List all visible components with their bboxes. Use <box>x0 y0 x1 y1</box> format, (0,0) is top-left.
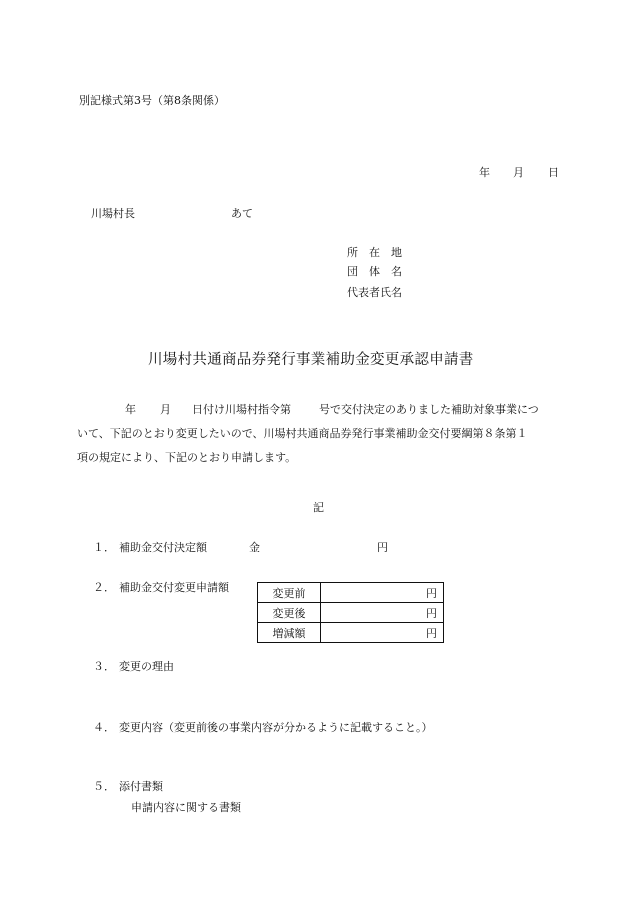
table-row <box>258 583 444 603</box>
document-title: 川場村共通商品券発行事業補助金変更承認申請書 <box>148 352 474 368</box>
addressee-name: 川場村長 <box>91 207 135 220</box>
item-1-label: 補助金交付決定額 <box>119 541 207 554</box>
row-unit-difference: 円 <box>321 623 444 643</box>
table-row <box>258 623 444 643</box>
body-year: 年 <box>125 403 136 416</box>
item-1-prefix: 金 <box>249 541 260 554</box>
form-number: 別記様式第3号（第8条関係） <box>79 94 225 107</box>
body-line-2: いて、下記のとおり変更したいので、川場村共通商品券発行事業補助金交付要綱第８条第１ <box>77 427 528 440</box>
item-4-label: 変更内容（変更前後の事業内容が分かるように記載すること。） <box>119 721 433 734</box>
row-label-difference: 増減額 <box>258 623 321 643</box>
body-line-3: 項の規定により、下記のとおり申請します。 <box>77 451 297 464</box>
body-date-ref: 日付け川場村指令第 <box>192 403 291 416</box>
row-unit-after: 円 <box>321 603 444 623</box>
change-amount-table <box>257 582 444 643</box>
table-row <box>258 603 444 623</box>
item-1-unit: 円 <box>377 541 388 554</box>
date-day: 日 <box>548 166 559 179</box>
body-month: 月 <box>160 403 171 416</box>
item-5-sub: 申請内容に関する書類 <box>131 801 241 814</box>
item-2-number: ２． <box>93 581 115 594</box>
item-4-number: ４． <box>93 721 115 734</box>
item-3-number: ３． <box>93 660 115 673</box>
field-organization: 団 体 名 <box>347 265 402 278</box>
item-3-label: 変更の理由 <box>119 660 174 673</box>
addressee-suffix: あて <box>231 207 253 220</box>
body-number-suffix: 号で交付決定のありました補助対象事業につ <box>319 403 539 416</box>
field-address: 所 在 地 <box>347 246 402 259</box>
ki-heading: 記 <box>313 501 324 514</box>
item-1-number: １． <box>93 541 115 554</box>
item-5-label: 添付書類 <box>119 780 163 793</box>
row-label-before: 変更前 <box>258 583 321 603</box>
date-month: 月 <box>513 166 524 179</box>
item-5-number: ５． <box>93 780 115 793</box>
item-2-label: 補助金交付変更申請額 <box>119 581 229 594</box>
row-label-after: 変更後 <box>258 603 321 623</box>
field-representative: 代表者氏名 <box>347 286 402 299</box>
body-paragraph <box>77 398 555 470</box>
date-year: 年 <box>479 166 490 179</box>
row-unit-before: 円 <box>321 583 444 603</box>
